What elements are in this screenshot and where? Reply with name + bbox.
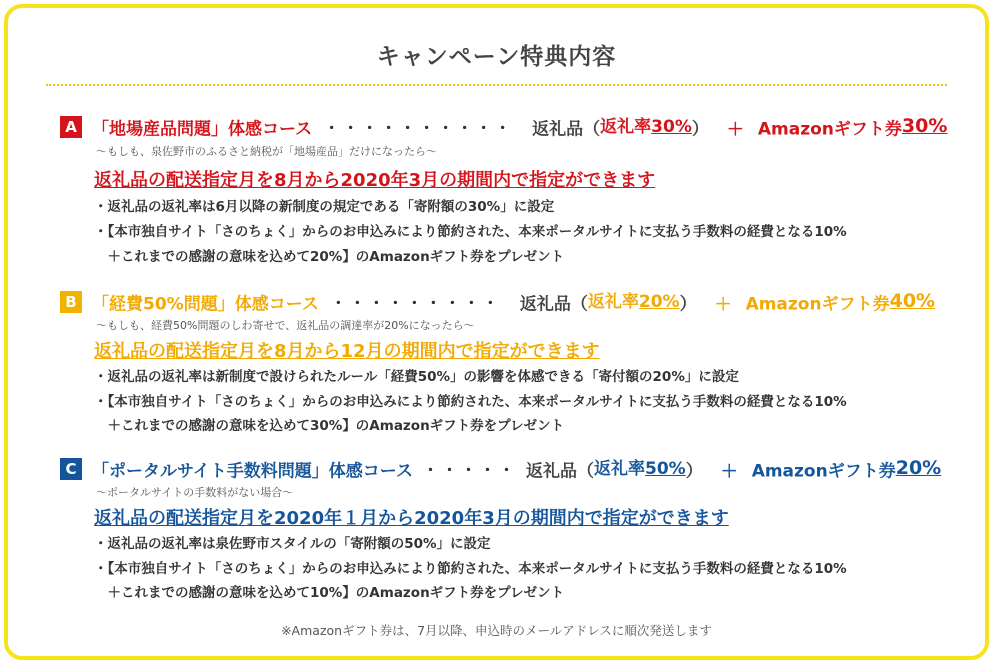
course-a-paren-open: （ bbox=[583, 119, 601, 140]
course-b-return-label: 返礼品 bbox=[519, 294, 571, 315]
footer-note: ※Amazonギフト券は、7月以降、申込時のメールアドレスに順次発送します bbox=[281, 623, 712, 638]
course-a-header bbox=[60, 112, 948, 140]
course-c-letter-badge: C bbox=[60, 458, 82, 480]
course-c-plus: ＋ bbox=[720, 461, 738, 482]
dotted-divider bbox=[46, 84, 947, 86]
course-a-rate-text: 返礼率 bbox=[600, 117, 652, 137]
course-b-note-1: ・返礼品の返礼率は新制度で設けられたルール「経費50%」の影響を体感できる「寄付額の20%」に設定 bbox=[94, 369, 739, 385]
course-c-name: 「ポータルサイト手数料問題」体感コース bbox=[92, 461, 413, 482]
course-b-paren-close: ） bbox=[679, 294, 697, 315]
course-c-headline: 返礼品の配送指定月を2020年１月から2020年3月の期間内で指定ができます bbox=[94, 508, 729, 529]
course-c-rate-value: 50% bbox=[644, 459, 686, 479]
course-c-return-label: 返礼品 bbox=[525, 461, 577, 482]
campaign-panel bbox=[4, 4, 989, 660]
course-a-headline: 返礼品の配送指定月を8月から2020年3月の期間内で指定ができます bbox=[94, 170, 656, 191]
course-a-subtitle: ～もしも、泉佐野市のふるさと納税が「地場産品」だけになったら～ bbox=[96, 145, 437, 158]
course-c-gift-text: Amazonギフト券 bbox=[751, 461, 896, 482]
course-a-gift-value: 30% bbox=[901, 115, 948, 137]
course-c-note-3: ＋これまでの感謝の意味を込めて10%】のAmazonギフト券をプレゼント bbox=[94, 585, 565, 601]
course-c-dots: ・・・・・ bbox=[422, 460, 518, 479]
course-c-subtitle: ～ポータルサイトの手数料がない場合～ bbox=[96, 486, 294, 499]
course-b-letter-badge: B bbox=[60, 291, 82, 313]
course-a-note-3: ＋これまでの感謝の意味を込めて20%】のAmazonギフト券をプレゼント bbox=[94, 249, 565, 265]
course-b-rate-text: 返礼率 bbox=[587, 292, 639, 312]
course-b-paren-open: （ bbox=[570, 294, 588, 315]
course-b-rate-value: 20% bbox=[638, 292, 680, 312]
course-a-name: 「地場産品問題」体感コース bbox=[92, 119, 313, 140]
course-a-note-1: ・返礼品の返礼率は6月以降の新制度の規定である「寄附額の30%」に設定 bbox=[94, 199, 555, 215]
course-b-dots: ・・・・・・・・・ bbox=[330, 293, 502, 312]
course-a-note-2: ・【本市独自サイト「さのちょく」からのお申込みにより節約された、本来ポータルサイトに支払う手数料の経費となる10% bbox=[94, 224, 847, 240]
course-b-name: 「経費50%問題」体感コース bbox=[92, 294, 319, 315]
course-c-paren-close: ） bbox=[685, 461, 703, 482]
course-c-paren-open: （ bbox=[576, 461, 594, 482]
course-c-rate-text: 返礼率 bbox=[593, 459, 645, 479]
course-b-subtitle: ～もしも、経費50%問題のしわ寄せで、返礼品の調達率が20%になったら～ bbox=[96, 319, 475, 332]
course-a-paren-close: ） bbox=[691, 119, 709, 140]
course-b-plus: ＋ bbox=[714, 294, 732, 315]
course-b-gift-text: Amazonギフト券 bbox=[745, 294, 890, 315]
course-a-rate-value: 30% bbox=[651, 117, 692, 137]
course-c-header bbox=[60, 454, 942, 482]
course-c-gift-value: 20% bbox=[895, 457, 942, 479]
course-a-plus: ＋ bbox=[726, 119, 744, 140]
course-b-header bbox=[60, 287, 936, 315]
course-a-dots: ・・・・・・・・・・ bbox=[324, 118, 515, 137]
course-c-note-2: ・【本市独自サイト「さのちょく」からのお申込みにより節約された、本来ポータルサイトに支払う手数料の経費となる10% bbox=[94, 561, 847, 577]
course-a-gift-text: Amazonギフト券 bbox=[757, 119, 902, 140]
course-a-return-label: 返礼品 bbox=[532, 119, 584, 140]
course-b-note-3: ＋これまでの感謝の意味を込めて30%】のAmazonギフト券をプレゼント bbox=[94, 418, 565, 434]
course-b-headline: 返礼品の配送指定月を8月から12月の期間内で指定ができます bbox=[94, 341, 600, 362]
course-a-letter-badge: A bbox=[60, 116, 82, 138]
course-c-note-1: ・返礼品の返礼率は泉佐野市スタイルの「寄附額の50%」に設定 bbox=[94, 536, 491, 552]
page-title: キャンペーン特典内容 bbox=[376, 44, 617, 70]
course-b-note-2: ・【本市独自サイト「さのちょく」からのお申込みにより節約された、本来ポータルサイトに支払う手数料の経費となる10% bbox=[94, 394, 847, 410]
course-b-gift-value: 40% bbox=[889, 290, 936, 312]
